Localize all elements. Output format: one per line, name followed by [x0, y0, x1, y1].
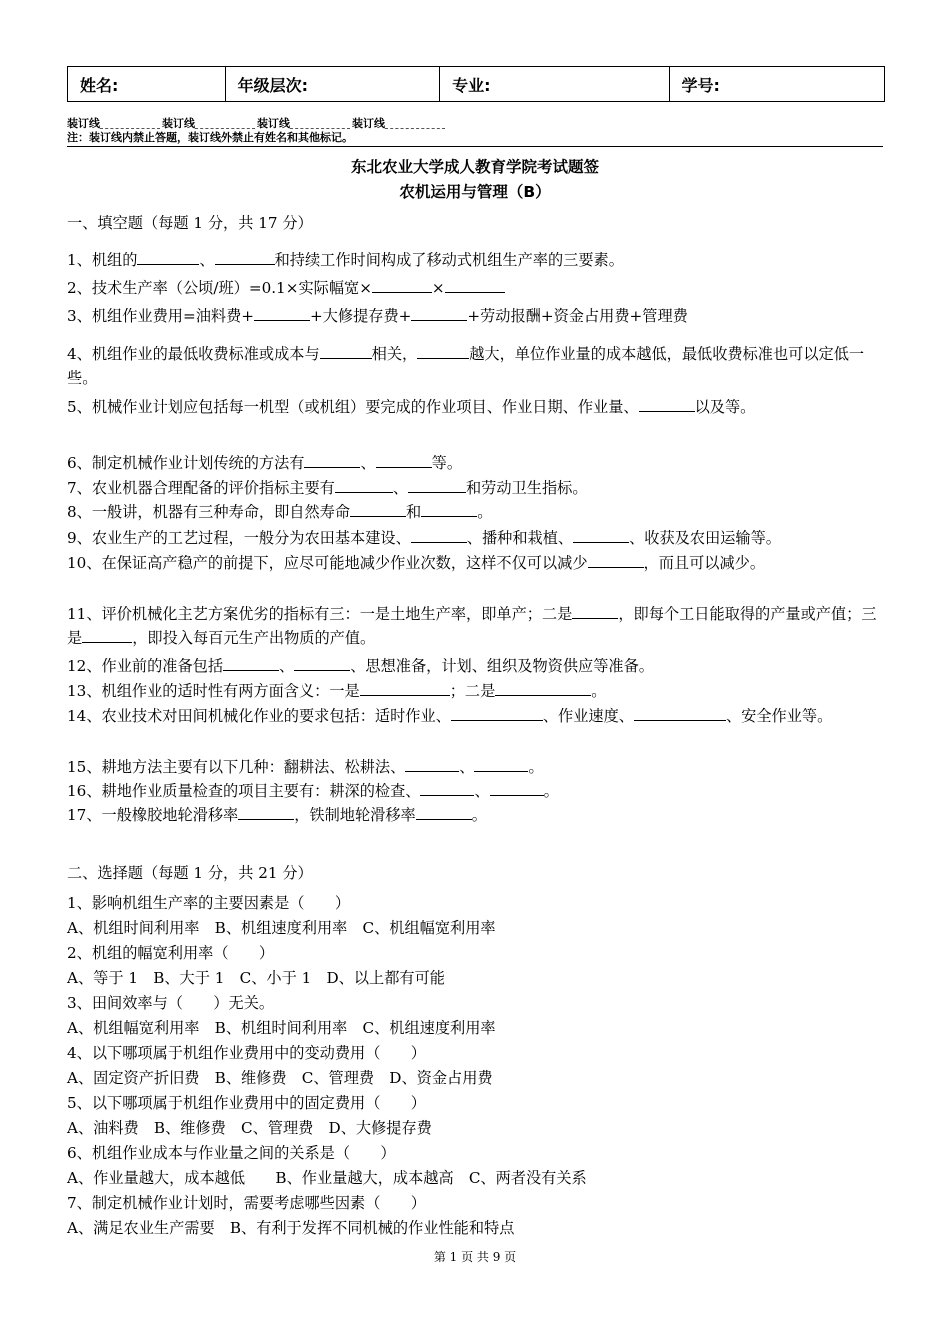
mc-line: A、满足农业生产需要 B、有利于发挥不同机械的作业性能和特点 [67, 1219, 515, 1237]
question-2: 2、技术生产率（公顷/班）=0.1×实际幅宽× × [67, 277, 885, 299]
binding-dash [195, 117, 255, 129]
header-divider [67, 146, 883, 147]
question-16: 16、耕地作业质量检查的项目主要有：耕深的检查、 、 。 [67, 782, 559, 800]
mc-line: A、油料费 B、维修费 C、管理费 D、大修提存费 [67, 1119, 432, 1137]
binding-line-label: 装订线 [162, 117, 195, 130]
binding-note: 注：装订线内禁止答题，装订线外禁止有姓名和其他标记。 [67, 131, 353, 144]
binding-line-label: 装订线 [257, 117, 290, 130]
section1-heading: 一、填空题（每题 1 分，共 17 分） [67, 214, 313, 232]
mc-line: 1、影响机组生产率的主要因素是（ ） [67, 894, 351, 912]
mc-line: 7、制定机械作业计划时，需要考虑哪些因素（ ） [67, 1194, 426, 1212]
mc-line: 4、以下哪项属于机组作业费用中的变动费用（ ） [67, 1044, 426, 1062]
question-12: 12、作业前的准备包括 、 、思想准备，计划、组织及物资供应等准备。 [67, 657, 654, 675]
question-14: 14、农业技术对田间机械化作业的要求包括：适时作业、 、作业速度、 、安全作业等。 [67, 707, 833, 725]
mc-line: A、等于 1 B、大于 1 C、小于 1 D、以上都有可能 [67, 969, 445, 987]
student-info-table [67, 66, 885, 102]
question-1: 1、机组的 、 和持续工作时间构成了移动式机组生产率的三要素。 [67, 251, 624, 269]
grade-cell [226, 67, 440, 101]
question-4: 4、机组作业的最低收费标准或成本与 相关， 越大，单位作业量的成本越低，最低收费标准也可以定低一些。 [67, 345, 865, 387]
question-13: 13、机组作业的适时性有两方面含义：一是 ；二是 。 [67, 682, 607, 700]
section2-heading: 二、选择题（每题 1 分，共 21 分） [67, 864, 313, 882]
mc-line: 2、机组的幅宽利用率（ ） [67, 944, 275, 962]
mc-line: 5、以下哪项属于机组作业费用中的固定费用（ ） [67, 1094, 426, 1112]
mc-line: A、固定资产折旧费 B、维修费 C、管理费 D、资金占用费 [67, 1069, 493, 1087]
question-3: 3、机组作业费用=油料费+ +大修提存费+ +劳动报酬+资金占用费+管理费 [67, 307, 688, 325]
mc-line: A、作业量越大，成本越低 B、作业量越大，成本越高 C、两者没有关系 [67, 1169, 587, 1187]
binding-line [67, 117, 447, 145]
major-cell [440, 67, 669, 101]
question-6: 6、制定机械作业计划传统的方法有 、 等。 [67, 454, 463, 472]
binding-dash [100, 117, 160, 129]
question-8: 8、一般讲，机器有三种寿命，即自然寿命 和 。 [67, 503, 493, 521]
mc-line: 3、田间效率与（ ）无关。 [67, 994, 275, 1012]
question-5: 5、机械作业计划应包括每一机型（或机组）要完成的作业项目、作业日期、作业量、 以及等。 [67, 398, 756, 416]
binding-line-label: 装订线 [67, 117, 100, 130]
mc-line: 6、机组作业成本与作业量之间的关系是（ ） [67, 1144, 396, 1162]
binding-line-label: 装订线 [352, 117, 385, 130]
mc-line: A、机组幅宽利用率 B、机组时间利用率 C、机组速度利用率 [67, 1019, 496, 1037]
question-7: 7、农业机器合理配备的评价指标主要有 、 和劳动卫生指标。 [67, 479, 588, 497]
binding-dash [385, 117, 445, 129]
question-11: 11、评价机械化主艺方案优劣的指标有三：一是土地生产率，即单产；二是 ，即每个工日能取得的产量或产值；三是 ，即投入每百元生产出物质的产值。 [67, 605, 877, 647]
question-10: 10、在保证高产稳产的前提下，应尽可能地减少作业次数，这样不仅可以减少 ，而且可以减少。 [67, 554, 766, 572]
grade-label: 年级层次: [237, 75, 309, 95]
name-cell [68, 67, 226, 101]
student-id-cell [670, 67, 884, 101]
question-15: 15、耕地方法主要有以下几种：翻耕法、松耕法、 、 。 [67, 758, 544, 776]
mc-line: A、机组时间利用率 B、机组速度利用率 C、机组幅宽利用率 [67, 919, 496, 937]
question-17: 17、一般橡胶地轮滑移率 ，铁制地轮滑移率 。 [67, 806, 487, 824]
page-footer: 第 1 页 共 9 页 [433, 1250, 517, 1264]
binding-dash [290, 117, 350, 129]
school-title: 东北农业大学成人教育学院考试题签 [350, 158, 599, 176]
question-9: 9、农业生产的工艺过程，一般分为农田基本建设、 、播种和栽植、 、收获及农田运输等。 [67, 529, 781, 547]
student-id-label: 学号: [681, 75, 720, 95]
name-label: 姓名: [80, 75, 119, 95]
course-title: 农机运用与管理（B） [399, 183, 551, 201]
major-label: 专业: [452, 75, 491, 95]
